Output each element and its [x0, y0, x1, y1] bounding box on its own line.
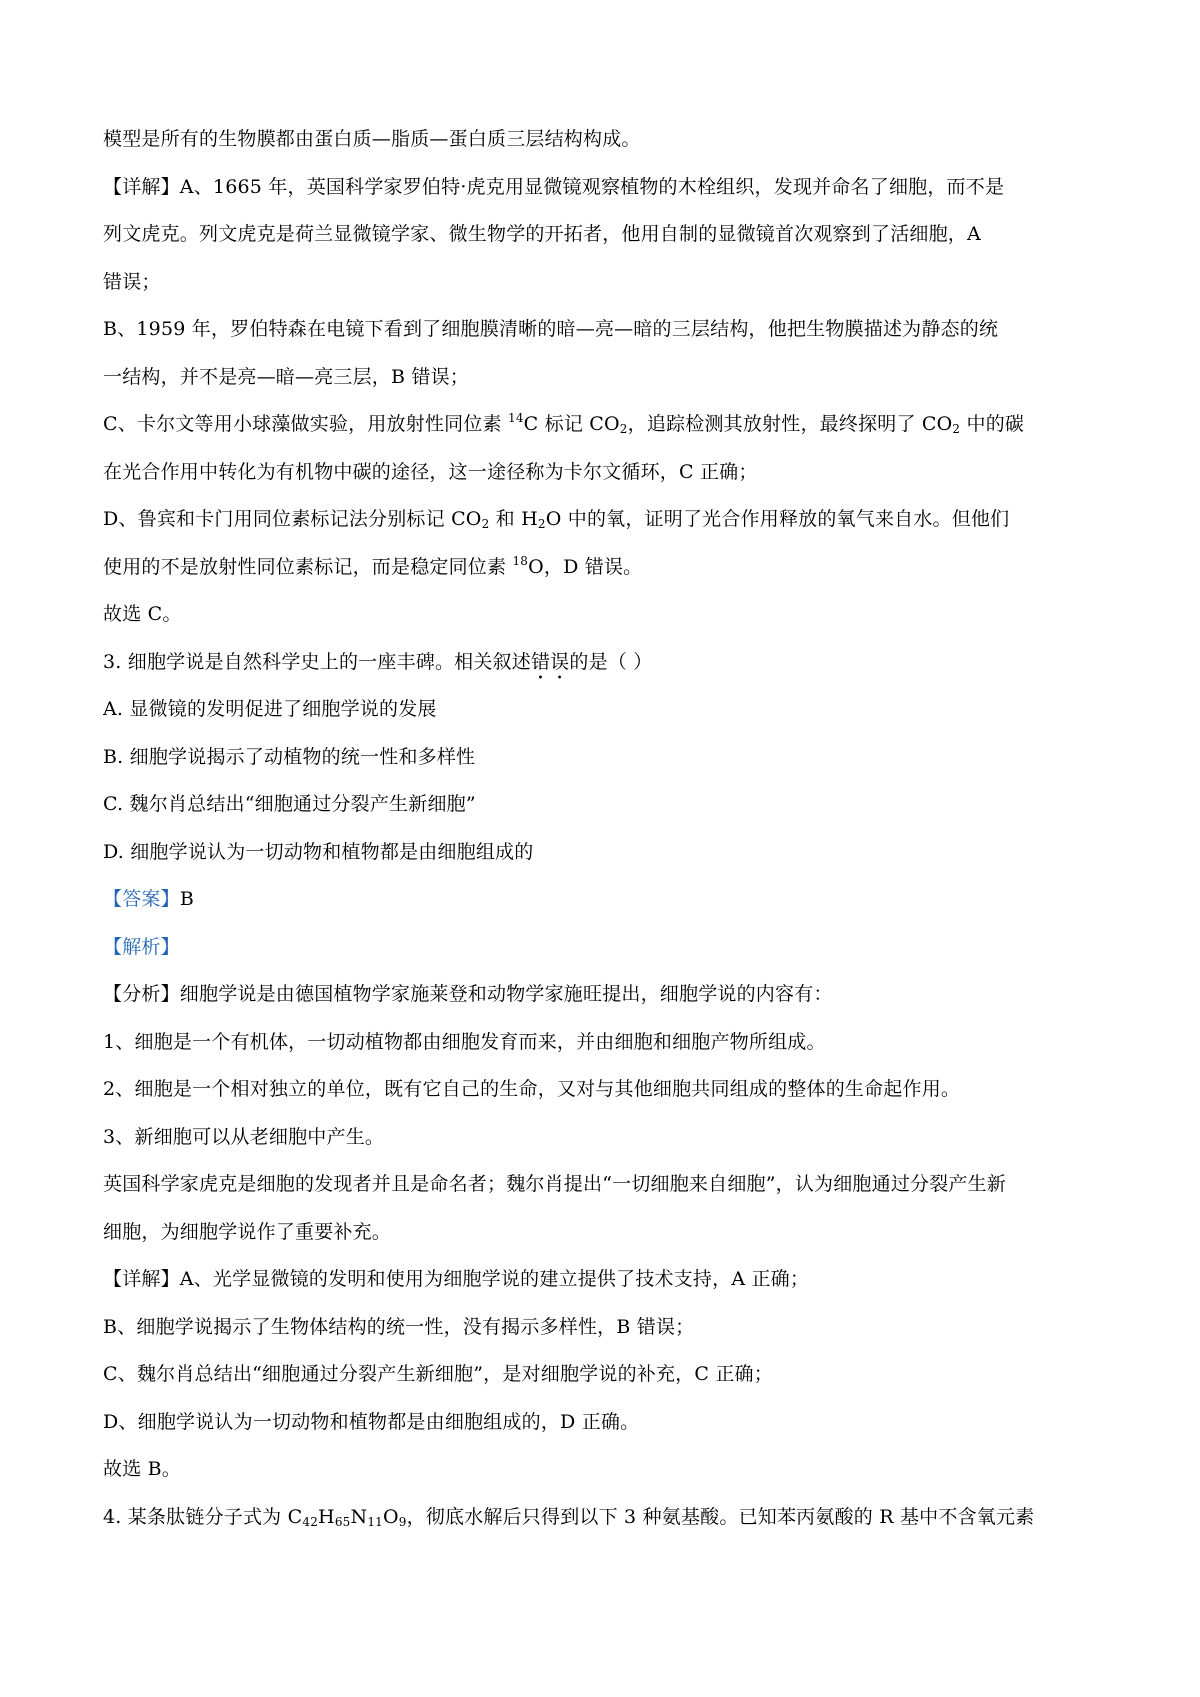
- superscript: 14: [507, 411, 524, 425]
- text-line: 在光合作用中转化为有机物中碳的途径，这一途径称为卡尔文循环，C 正确；: [103, 460, 758, 483]
- text-line: 【详解】A、1665 年，英国科学家罗伯特·虎克用显微镜观察植物的木栓组织，发现并命名了细胞，而不是: [103, 175, 1005, 198]
- text-line: 错误；: [103, 270, 161, 293]
- subscript: 42: [302, 1514, 319, 1529]
- text-run: ，追踪检测其放射性，最终探明了 CO: [627, 413, 953, 435]
- text-line: 3、新细胞可以从老细胞中产生。: [103, 1125, 385, 1148]
- text-line: 故选 C。: [103, 603, 182, 625]
- emphasis-text: 错误: [530, 650, 570, 673]
- text-line: B、细胞学说揭示了生物体结构的统一性，没有揭示多样性，B 错误；: [103, 1315, 695, 1338]
- text-line: 模型是所有的生物膜都由蛋白质—脂质—蛋白质三层结构构成。: [103, 128, 641, 150]
- text-run: 和 H: [489, 508, 538, 530]
- subscript: 2: [952, 422, 961, 436]
- text-line: C、魏尔肖总结出“细胞通过分裂产生新细胞”，是对细胞学说的补充，C 正确；: [103, 1363, 773, 1385]
- text-run: 的是（ ）: [569, 650, 653, 673]
- text-line: 【分析】细胞学说是由德国植物学家施莱登和动物学家施旺提出，细胞学说的内容有：: [103, 983, 833, 1005]
- text-run: 使用的不是放射性同位素标记，而是稳定同位素: [103, 555, 513, 578]
- text-line: 【详解】A、光学显微镜的发明和使用为细胞学说的建立提供了技术支持，A 正确；: [103, 1268, 810, 1290]
- text-line: 故选 B。: [103, 1458, 182, 1480]
- analysis-tag: 【解析】: [103, 935, 180, 958]
- subscript: 11: [367, 1514, 383, 1529]
- text-line: B、1959 年，罗伯特森在电镜下看到了细胞膜清晰的暗—亮—暗的三层结构，他把生物膜描述为静态的统: [103, 318, 999, 340]
- question-3-stem: [103, 639, 1100, 687]
- text-line: 列文虎克。列文虎克是荷兰显微镜学家、微生物学的开拓者，他用自制的显微镜首次观察到了活细胞，A: [103, 223, 981, 245]
- subscript: 9: [398, 1514, 407, 1529]
- text-line: 英国科学家虎克是细胞的发现者并且是命名者；魏尔肖提出“一切细胞来自细胞”，认为细胞通过分裂产生新: [103, 1173, 1007, 1195]
- text-line: 细胞，为细胞学说作了重要补充。: [103, 1220, 392, 1243]
- text-line: 一结构，并不是亮—暗—亮三层，B 错误；: [103, 365, 470, 388]
- text-run: 4. 某条肽链分子式为 C: [103, 1505, 303, 1528]
- text-run: O，D 错误。: [528, 555, 643, 578]
- text-line: 1、细胞是一个有机体，一切动植物都由细胞发育而来，并由细胞和细胞产物所组成。: [103, 1030, 826, 1053]
- text-run: C、卡尔文等用小球藻做实验，用放射性同位素: [103, 413, 508, 435]
- text-run: 中的碳: [960, 413, 1025, 435]
- subscript: 65: [334, 1514, 351, 1529]
- text-run: N: [350, 1505, 368, 1528]
- subscript: 2: [619, 422, 628, 436]
- text-run: O: [382, 1505, 399, 1528]
- option-a: A. 显微镜的发明促进了细胞学说的发展: [103, 698, 437, 720]
- subscript: 2: [481, 517, 490, 531]
- option-d: D. 细胞学说认为一切动物和植物都是由细胞组成的: [103, 840, 534, 863]
- subscript: 2: [537, 517, 546, 531]
- text-line: D、细胞学说认为一切动物和植物都是由细胞组成的，D 正确。: [103, 1410, 640, 1433]
- text-run: D、鲁宾和卡门用同位素标记法分别标记 CO: [103, 508, 482, 530]
- question-4-stem: [103, 1494, 1100, 1542]
- text-run: O 中的氧，证明了光合作用释放的氧气来自水。但他们: [545, 508, 1010, 530]
- text-line: [103, 496, 1100, 544]
- text-run: C 标记 CO: [523, 413, 620, 435]
- text-run: ，彻底水解后只得到以下 3 种氨基酸。已知苯丙氨酸的 R 基中不含氧元素: [406, 1505, 1035, 1528]
- option-c: C. 魏尔肖总结出“细胞通过分裂产生新细胞”: [103, 793, 476, 815]
- text-run: H: [318, 1505, 335, 1528]
- option-b: B. 细胞学说揭示了动植物的统一性和多样性: [103, 745, 476, 768]
- answer-tag: 【答案】: [103, 888, 180, 910]
- answer-value: B: [179, 888, 194, 910]
- text-line: [103, 544, 1100, 592]
- text-line: 2、细胞是一个相对独立的单位，既有它自己的生命，又对与其他细胞共同组成的整体的生命起作用。: [103, 1078, 961, 1100]
- text-line: [103, 401, 1100, 449]
- superscript: 18: [512, 553, 529, 568]
- answer-line: [103, 876, 1100, 924]
- text-run: 3. 细胞学说是自然科学史上的一座丰碑。相关叙述: [103, 650, 531, 673]
